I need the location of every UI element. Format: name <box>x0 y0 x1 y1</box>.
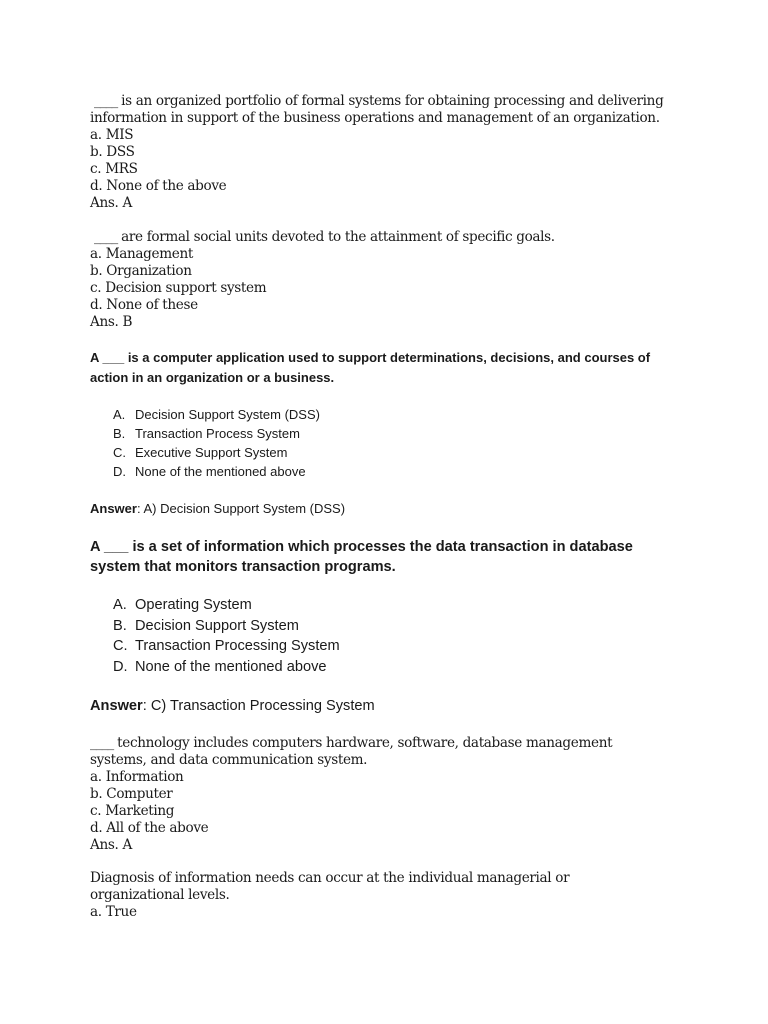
question-1-text <box>90 93 690 127</box>
question-5-text <box>90 735 665 769</box>
question-4-option: B. Decision Support System <box>113 617 299 634</box>
question-2-stem: are formal social units devoted to the attainment of specific goals. <box>117 229 555 245</box>
question-4-option: C. Transaction Processing System <box>113 638 340 655</box>
question-5-blank: ____ <box>90 735 114 751</box>
question-5-option-a: a. Information <box>90 769 184 785</box>
question-2 <box>90 229 690 331</box>
question-3 <box>90 348 680 388</box>
question-5-stem: technology includes computers hardware, software, database management systems, and data communication system. <box>90 735 613 768</box>
question-1-option-b: b. DSS <box>90 144 135 160</box>
question-1-option-c: c. MRS <box>90 161 138 177</box>
question-3-answer <box>90 500 690 517</box>
question-5-answer: Ans. A <box>90 837 132 853</box>
question-5-option-d: d. All of the above <box>90 820 209 836</box>
question-2-option-d: d. None of these <box>90 297 198 313</box>
question-1-option-d: d. None of the above <box>90 178 227 194</box>
question-3-option: D. None of the mentioned above <box>113 464 306 479</box>
question-1 <box>90 93 690 212</box>
question-3-text: A ___ is a computer application used to support determinations, decisions, and courses of action in an organization or a business. <box>90 350 651 385</box>
question-2-option-c: c. Decision support system <box>90 280 267 296</box>
question-4 <box>90 537 670 577</box>
question-2-option-b: b. Organization <box>90 263 192 279</box>
question-1-option-a: a. MIS <box>90 127 134 143</box>
question-2-answer: Ans. B <box>90 314 133 330</box>
question-6 <box>90 870 665 921</box>
question-3-option: B. Transaction Process System <box>113 426 300 441</box>
question-6-text: Diagnosis of information needs can occur at the individual managerial or organizational levels. <box>90 870 570 903</box>
question-5-option-c: c. Marketing <box>90 803 175 819</box>
question-3-answer-text: : A) Decision Support System (DSS) <box>136 501 346 516</box>
question-4-answer-label: Answer <box>90 698 143 714</box>
question-1-answer: Ans. A <box>90 195 132 211</box>
question-2-text <box>90 229 690 246</box>
question-3-option: C. Executive Support System <box>113 445 288 460</box>
question-4-text: A ___ is a set of information which processes the data transaction in database system that monitors transaction programs. <box>90 539 633 575</box>
question-6-option-a: a. True <box>90 904 137 920</box>
question-4-option: D. None of the mentioned above <box>113 659 327 676</box>
question-2-blank: ____ <box>93 229 118 245</box>
question-4-answer <box>90 697 690 715</box>
question-5-option-b: b. Computer <box>90 786 173 802</box>
question-1-stem: is an organized portfolio of formal systems for obtaining processing and delivering information in support of the business operations and management of an organization. <box>90 93 664 126</box>
question-5 <box>90 735 665 854</box>
question-3-answer-label: Answer <box>90 501 137 516</box>
question-3-options <box>113 405 713 481</box>
question-2-option-a: a. Management <box>90 246 193 262</box>
question-1-blank: ____ <box>93 93 118 109</box>
question-4-options <box>113 595 713 678</box>
question-3-option: A. Decision Support System (DSS) <box>113 407 320 422</box>
question-4-answer-text: : C) Transaction Processing System <box>142 698 375 714</box>
question-4-option: A. Operating System <box>113 597 252 613</box>
